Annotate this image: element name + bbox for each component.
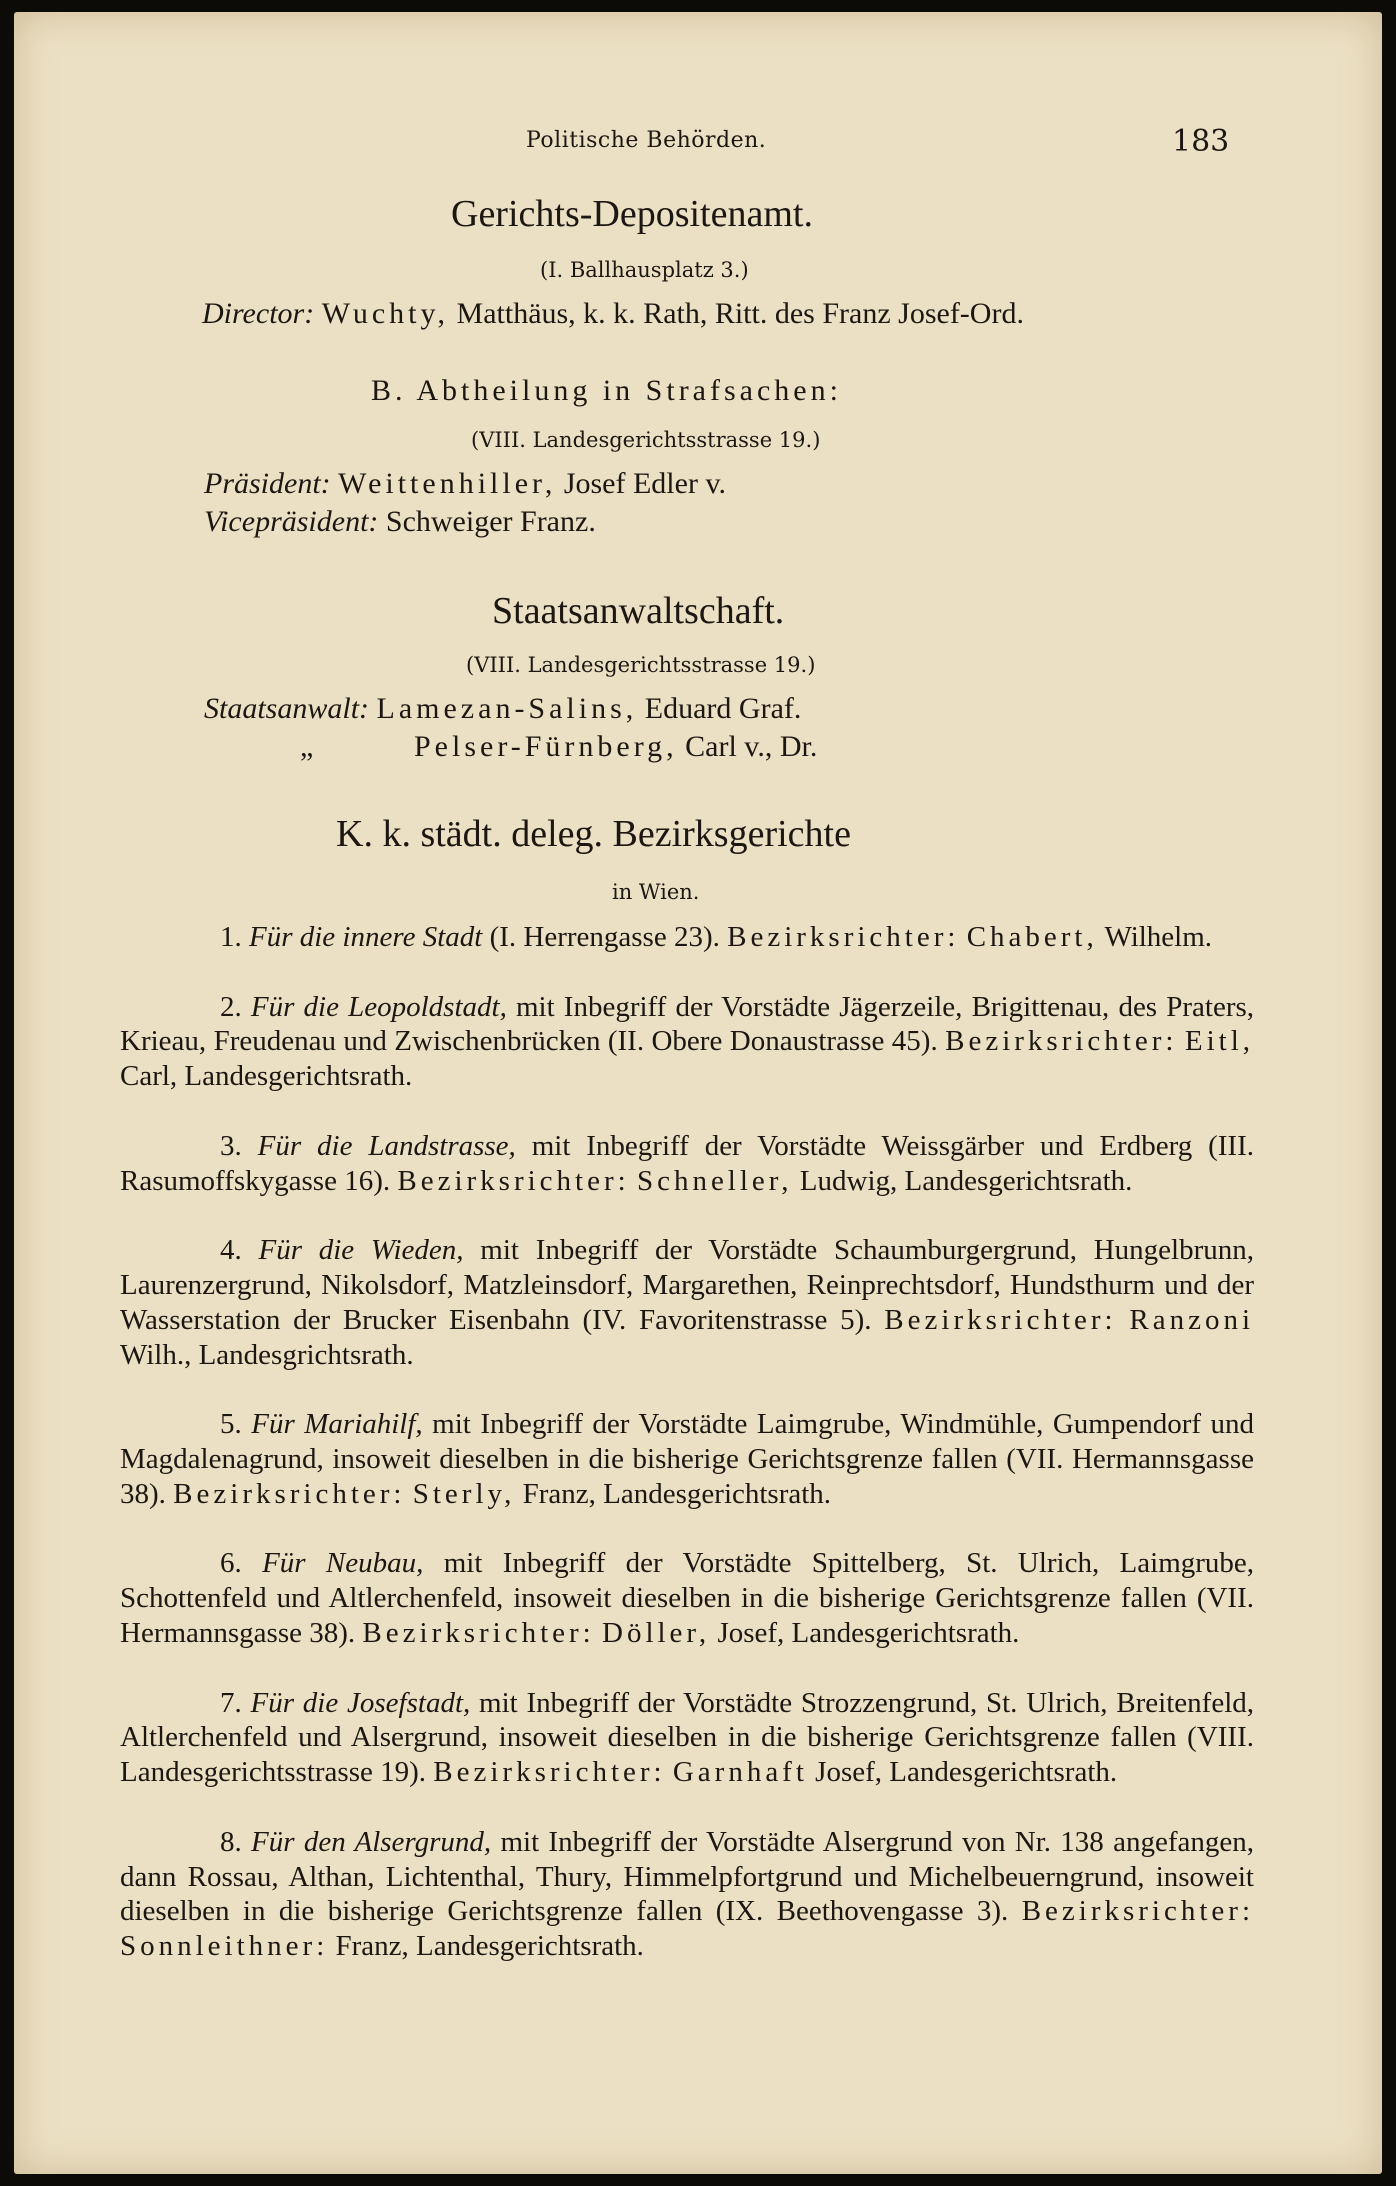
staatsanwalt-name-1: Lamezan-Salins, xyxy=(376,692,638,725)
staatsanwalt-ditto: „ xyxy=(300,730,314,763)
court-entry xyxy=(120,1825,1254,1964)
court-entry xyxy=(120,920,1254,955)
entry-district: Für die innere Stadt xyxy=(249,921,483,953)
strafsachen-heading: B. Abtheilung in Strafsachen: xyxy=(371,374,842,407)
court-entry-text xyxy=(120,1825,1254,1964)
depositenamt-director xyxy=(202,297,1024,331)
judge-rest: Josef, Landesgerichtsrath. xyxy=(815,1756,1118,1789)
entry-text: mit Inbegriff der Vorstädte Laimgrube, Windmühle, Gumpendorf und Magdalenagrund, insoweit dieselben in die bisherige Gerichtsgrenze fallen (VII. Hermannsgasse 38). xyxy=(120,1408,1255,1510)
strafsachen-vice xyxy=(204,505,596,539)
president-label: Präsident: xyxy=(204,467,331,500)
entry-text: mit Inbegriff der Vorstädte Jägerzeile, Brigittenau, des Praters, Krieau, Freudenau und Zwischenbrücken (II. Obere Donaustrasse 45). xyxy=(120,990,1255,1058)
entry-number: 3. xyxy=(220,1129,242,1162)
book-page xyxy=(14,12,1382,2174)
entry-number: 5. xyxy=(220,1408,242,1441)
bezirksgerichte-heading: K. k. städt. deleg. Bezirksgerichte xyxy=(336,813,851,855)
entry-district: Für die Landstrasse, xyxy=(257,1129,516,1162)
court-entry-text xyxy=(120,1233,1254,1372)
entry-number: 4. xyxy=(220,1234,242,1267)
judge-label: Bezirksrichter: xyxy=(173,1477,406,1510)
director-name: Wuchty, xyxy=(321,297,450,330)
judge-label: Bezirksrichter: xyxy=(362,1616,595,1649)
court-entry xyxy=(120,1129,1254,1199)
entry-number: 1. xyxy=(220,921,242,953)
page-number: 183 xyxy=(1172,124,1230,159)
staatsanwalt-name-2: Pelser-Fürnberg, xyxy=(414,730,678,763)
entry-text: mit Inbegriff der Vorstädte Weissgärber und Erdberg (III. Rasumoffskygasse 16). xyxy=(120,1129,1254,1197)
judge-label: Bezirksrichter: xyxy=(884,1303,1117,1336)
entry-district: Für Neubau, xyxy=(262,1547,424,1580)
entry-district: Für die Josefstadt, xyxy=(250,1686,471,1719)
court-entry xyxy=(120,990,1254,1094)
staatsanwaltschaft-heading: Staatsanwaltschaft. xyxy=(492,590,785,632)
staatsanwalt-row-2 xyxy=(414,730,817,764)
vice-label: Vicepräsident: xyxy=(204,505,379,538)
entry-text: mit Inbegriff der Vorstädte Schaumburgergrund, Hungelbrunn, Laurenzergrund, Nikolsdorf, Matzleinsdorf, Margarethen, Reinprechtsdorf, Hundsthurm und der Wasserstation der Brucker Eisenbahn (IV. Favoritenstrasse 5). xyxy=(120,1234,1255,1336)
running-header: Politische Behörden. xyxy=(526,128,767,153)
judge-rest: Carl, Landesgerichtsrath. xyxy=(120,1060,413,1093)
judge-label: Bezirksrichter: xyxy=(1021,1895,1255,1928)
court-entry-text xyxy=(120,1129,1254,1199)
strafsachen-address: (VIII. Landesgerichtsstrasse 19.) xyxy=(471,428,821,452)
entry-number: 7. xyxy=(220,1686,242,1719)
strafsachen-president xyxy=(204,467,726,501)
judge-rest: Franz, Landesgerichtsrath. xyxy=(335,1930,644,1963)
judge-name: Eitl, xyxy=(1184,1025,1255,1058)
court-entry-text xyxy=(120,1407,1254,1511)
entry-number: 2. xyxy=(220,990,242,1023)
entry-text: mit Inbegriff der Vorstädte Strozzengrund, St. Ulrich, Breitenfeld, Altlerchenfeld und Alsergrund, insoweit dieselben in die bisherige Gerichtsgrenze fallen (VIII. Landesgerichtsstrasse 19). xyxy=(120,1686,1255,1789)
president-rest: Josef Edler v. xyxy=(563,467,727,500)
court-entry-text xyxy=(120,1546,1254,1650)
entry-text: (I. Herrengasse 23). xyxy=(489,921,720,953)
judge-label: Bezirksrichter: xyxy=(433,1756,666,1789)
entry-text: mit Inbegriff der Vorstädte Spittelberg, St. Ulrich, Laimgrube, Schottenfeld und Altlerchenfeld, insoweit dieselben in die bisherige Gerichtsgrenze fallen (VII. Hermannsgasse 38). xyxy=(120,1547,1255,1649)
judge-rest: Josef, Landesgerichtsrath. xyxy=(717,1616,1020,1649)
judge-label: Bezirksrichter: xyxy=(727,921,960,953)
court-entry xyxy=(120,1686,1254,1790)
staatsanwalt-rest-2: Carl v., Dr. xyxy=(685,730,818,763)
judge-rest: Ludwig, Landesgerichtsrath. xyxy=(799,1164,1133,1197)
court-entry xyxy=(120,1407,1254,1511)
director-label: Director: xyxy=(202,297,315,330)
depositenamt-heading: Gerichts-Depositenamt. xyxy=(451,193,813,235)
director-rest: Matthäus, k. k. Rath, Ritt. des Franz Josef-Ord. xyxy=(456,297,1024,330)
judge-name: Garnhaft xyxy=(672,1756,808,1789)
judge-rest: Franz, Landesgerichtsrath. xyxy=(522,1477,832,1510)
staatsanwalt-row-1 xyxy=(204,692,801,726)
judge-rest: Wilh., Landesgrichtsrath. xyxy=(120,1338,414,1371)
entry-district: Für den Alsergrund, xyxy=(251,1825,492,1858)
entry-district: Für Mariahilf, xyxy=(251,1408,423,1441)
entry-number: 6. xyxy=(220,1547,242,1580)
entry-number: 8. xyxy=(220,1825,242,1858)
staatsanwaltschaft-address: (VIII. Landesgerichtsstrasse 19.) xyxy=(466,653,816,677)
judge-label: Bezirksrichter: xyxy=(945,1025,1178,1058)
depositenamt-address: (I. Ballhausplatz 3.) xyxy=(540,258,749,282)
judge-rest: Wilhelm. xyxy=(1104,921,1213,953)
staatsanwalt-rest-1: Eduard Graf. xyxy=(644,692,802,725)
judge-name: Chabert, xyxy=(966,921,1098,953)
judge-name: Sonnleithner: xyxy=(120,1930,329,1963)
entry-district: Für die Wieden, xyxy=(258,1234,464,1267)
court-entry-text xyxy=(120,990,1254,1094)
court-entry-text xyxy=(120,920,1254,955)
entry-text: mit Inbegriff der Vorstädte Alsergrund von Nr. 138 angefangen, dann Rossau, Althan, Lichtenthal, Thury, Himmelpfortgrund und Michelbeuerngrund, insoweit dieselben in die bisherige Gerichtsgrenze fallen (IX. Beethovengasse 3). xyxy=(120,1825,1254,1928)
bezirksgerichte-subheading: in Wien. xyxy=(612,880,700,904)
judge-name: Ranzoni xyxy=(1129,1303,1255,1336)
entry-district: Für die Leopoldstadt, xyxy=(250,990,507,1023)
president-name: Weittenhiller, xyxy=(338,467,557,500)
judge-label: Bezirksrichter: xyxy=(397,1164,630,1197)
judge-name: Schneller, xyxy=(636,1164,793,1197)
court-entry-text xyxy=(120,1686,1254,1790)
judge-name: Sterly, xyxy=(412,1477,516,1510)
court-entry xyxy=(120,1546,1254,1650)
judge-name: Döller, xyxy=(602,1616,711,1649)
vice-name: Schweiger Franz. xyxy=(385,505,596,538)
court-entry xyxy=(120,1233,1254,1372)
staatsanwalt-label: Staatsanwalt: xyxy=(204,692,370,725)
